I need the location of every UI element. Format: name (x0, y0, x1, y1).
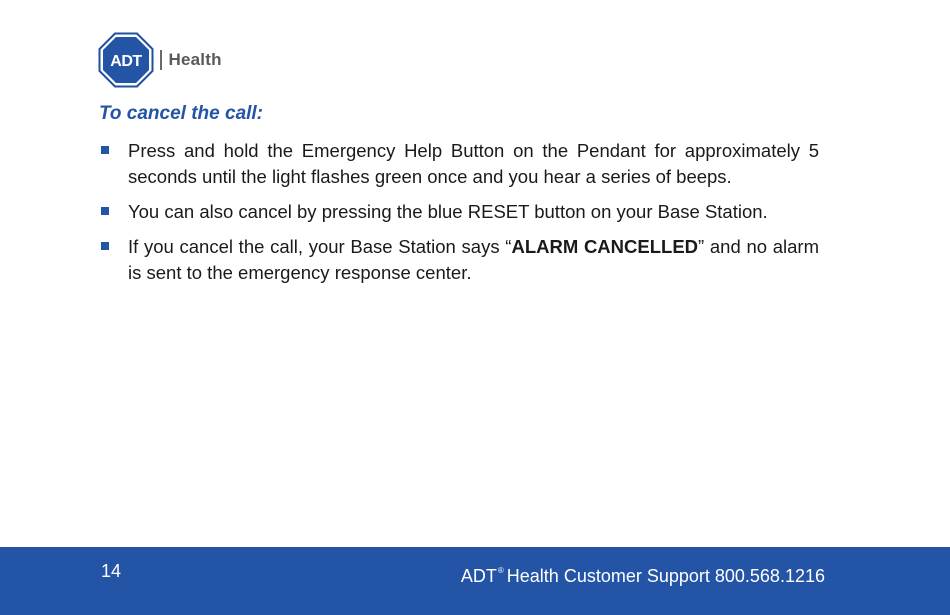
support-text: Health Customer Support 800.568.1216 (506, 566, 825, 586)
list-item-text (128, 236, 819, 283)
svg-text:ADT: ADT (110, 53, 142, 70)
alarm-cancelled-label: ALARM CANCELLED (511, 236, 699, 257)
list-item (99, 234, 819, 286)
square-bullet-icon (101, 242, 109, 250)
list-item-text-before: If you cancel the call, your Base Station says “ (128, 236, 512, 257)
registered-mark: ® (497, 566, 504, 575)
instruction-list (99, 138, 819, 295)
footer-brand: ADT (460, 566, 497, 586)
list-item-text: Press and hold the Emergency Help Button on the Pendant for approximately 5 seconds until the light flashes green once and you hear a series of beeps. (128, 140, 819, 187)
list-item (99, 138, 819, 190)
adt-health-logo (98, 32, 222, 88)
page-number: 14 (101, 561, 122, 581)
adt-octagon-logo-icon (98, 32, 154, 88)
logo-divider (160, 50, 162, 70)
page-footer (0, 547, 950, 615)
square-bullet-icon (101, 146, 109, 154)
customer-support-line (461, 560, 825, 587)
list-item (99, 199, 819, 225)
logo-health-label: Health (168, 50, 222, 69)
square-bullet-icon (101, 207, 109, 215)
section-heading: To cancel the call: (99, 103, 264, 124)
list-item-text: You can also cancel by pressing the blue RESET button on your Base Station. (128, 201, 768, 222)
list-item-text-after: ” and no alarm is sent to the emergency response center. (128, 236, 819, 283)
